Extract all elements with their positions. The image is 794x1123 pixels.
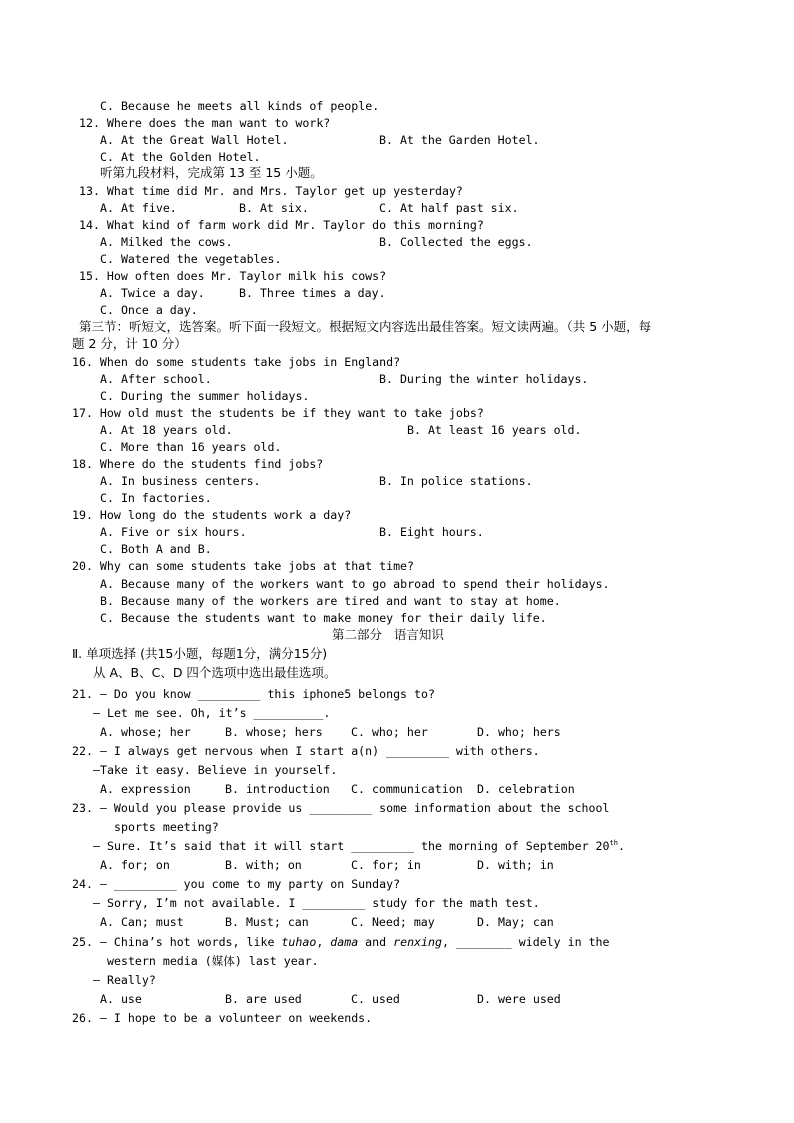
q22-line2: —Take it easy. Believe in yourself.: [93, 763, 338, 777]
q25-option-a: A. use: [100, 992, 142, 1006]
q23-option-b: B. with; on: [225, 858, 302, 872]
q17-option-c: C. More than 16 years old.: [100, 440, 282, 454]
q22-line1: 22. — I always get nervous when I start a(n) _________ with others.: [72, 744, 540, 758]
q25-option-b: B. are used: [225, 992, 302, 1006]
q22-option-c: C. communication: [351, 782, 463, 796]
q12-stem: 12. Where does the man want to work?: [79, 116, 331, 130]
q15-stem: 15. How often does Mr. Taylor milk his cows?: [79, 269, 387, 283]
q19-stem: 19. How long do the students work a day?: [72, 508, 352, 522]
q17-option-b: B. At least 16 years old.: [407, 423, 582, 437]
q24-option-a: A. Can; must: [100, 915, 184, 929]
q17-option-a: A. At 18 years old.: [100, 423, 233, 437]
q24-option-c: C. Need; may: [351, 915, 435, 929]
q12-option-c: C. At the Golden Hotel.: [100, 150, 261, 164]
q20-stem: 20. Why can some students take jobs at that time?: [72, 559, 415, 573]
part-title: 第二部分 语言知识: [332, 627, 444, 642]
q24-option-b: B. Must; can: [225, 915, 309, 929]
q18-option-c: C. In factories.: [100, 491, 212, 505]
q18-option-b: B. In police stations.: [379, 474, 533, 488]
q17-stem: 17. How old must the students be if they want to take jobs?: [72, 406, 484, 420]
q23-option-c: C. for; in: [351, 858, 421, 872]
section-instruction: 从 A、B、C、D 四个选项中选出最佳选项。: [93, 665, 337, 680]
q14-option-c: C. Watered the vegetables.: [100, 252, 282, 266]
q23-option-a: A. for; on: [100, 858, 170, 872]
q22-option-b: B. introduction: [225, 782, 330, 796]
q16-stem: 16. When do some students take jobs in England?: [72, 355, 401, 369]
q19-option-b: B. Eight hours.: [379, 525, 484, 539]
q14-stem: 14. What kind of farm work did Mr. Taylor do this morning?: [79, 218, 484, 232]
q24-line1: 24. — _________ you come to my party on Sunday?: [72, 877, 401, 891]
q25-option-c: C. used: [351, 992, 400, 1006]
section-title: Ⅱ. 单项选择 (共15小题，每题1分，满分15分): [72, 646, 328, 661]
q13-stem: 13. What time did Mr. and Mrs. Taylor get up yesterday?: [79, 184, 463, 198]
q23-line3: — Sure. It’s said that it will start _________ the morning of September 20th.: [93, 839, 625, 853]
q13-option-a: A. At five.: [100, 201, 177, 215]
passage9-instruction: 听第九段材料，完成第 13 至 15 小题。: [100, 165, 323, 180]
q19-option-a: A. Five or six hours.: [100, 525, 247, 539]
q20-option-b: B. Because many of the workers are tired and want to stay at home.: [100, 594, 561, 608]
q20-option-a: A. Because many of the workers want to go abroad to spend their holidays.: [100, 577, 610, 591]
q21-option-b: B. whose; hers: [225, 725, 323, 739]
q21-line1: 21. — Do you know _________ this iphone5 belongs to?: [72, 687, 435, 701]
word-renxing: renxing: [393, 935, 442, 949]
q21-option-c: C. who; her: [351, 725, 428, 739]
section3-instruction-line1: 第三节：听短文，选答案。听下面一段短文。根据短文内容选出最佳答案。短文读两遍。（共 5 小题，每: [79, 319, 652, 334]
q23-option-d: D. with; in: [477, 858, 554, 872]
q22-option-a: A. expression: [100, 782, 191, 796]
q14-option-b: B. Collected the eggs.: [379, 235, 533, 249]
q25-line2: western media (媒体) last year.: [107, 954, 319, 968]
word-tuhao: tuhao: [281, 935, 317, 949]
q21-option-d: D. who; hers: [477, 725, 561, 739]
q21-option-a: A. whose; her: [100, 725, 191, 739]
q25-option-d: D. were used: [477, 992, 561, 1006]
q12-option-a: A. At the Great Wall Hotel.: [100, 133, 289, 147]
q15-option-b: B. Three times a day.: [239, 286, 386, 300]
q23-superscript: th: [609, 839, 618, 847]
q16-option-c: C. During the summer holidays.: [100, 389, 310, 403]
q23-line1: 23. — Would you please provide us _________ some information about the school: [72, 801, 610, 815]
q13-option-b: B. At six.: [239, 201, 309, 215]
q25-line1: 25. — China’s hot words, like tuhao, dama and renxing, ________ widely in the: [72, 935, 610, 949]
q19-option-c: C. Both A and B.: [100, 542, 212, 556]
q12-option-b: B. At the Garden Hotel.: [379, 133, 540, 147]
word-dama: dama: [330, 935, 359, 949]
q20-option-c: C. Because the students want to make money for their daily life.: [100, 611, 547, 625]
q15-option-a: A. Twice a day.: [100, 286, 205, 300]
q14-option-a: A. Milked the cows.: [100, 235, 233, 249]
q25-line3: — Really?: [93, 973, 156, 987]
q24-line2: — Sorry, I’m not available. I _________ study for the math test.: [93, 896, 540, 910]
section3-instruction-line2: 题 2 分，计 10 分）: [72, 336, 187, 351]
q13-option-c: C. At half past six.: [379, 201, 519, 215]
q16-option-a: A. After school.: [100, 372, 212, 386]
q18-stem: 18. Where do the students find jobs?: [72, 457, 324, 471]
q18-option-a: A. In business centers.: [100, 474, 261, 488]
q24-option-d: D. May; can: [477, 915, 554, 929]
q15-option-c: C. Once a day.: [100, 303, 198, 317]
q23-line2: sports meeting?: [114, 820, 219, 834]
q22-option-d: D. celebration: [477, 782, 575, 796]
q21-line2: — Let me see. Oh, it’s __________.: [93, 706, 331, 720]
q26-line1: 26. — I hope to be a volunteer on weekends.: [72, 1011, 373, 1025]
q16-option-b: B. During the winter holidays.: [379, 372, 589, 386]
q11-option-c: C. Because he meets all kinds of people.: [100, 99, 380, 113]
